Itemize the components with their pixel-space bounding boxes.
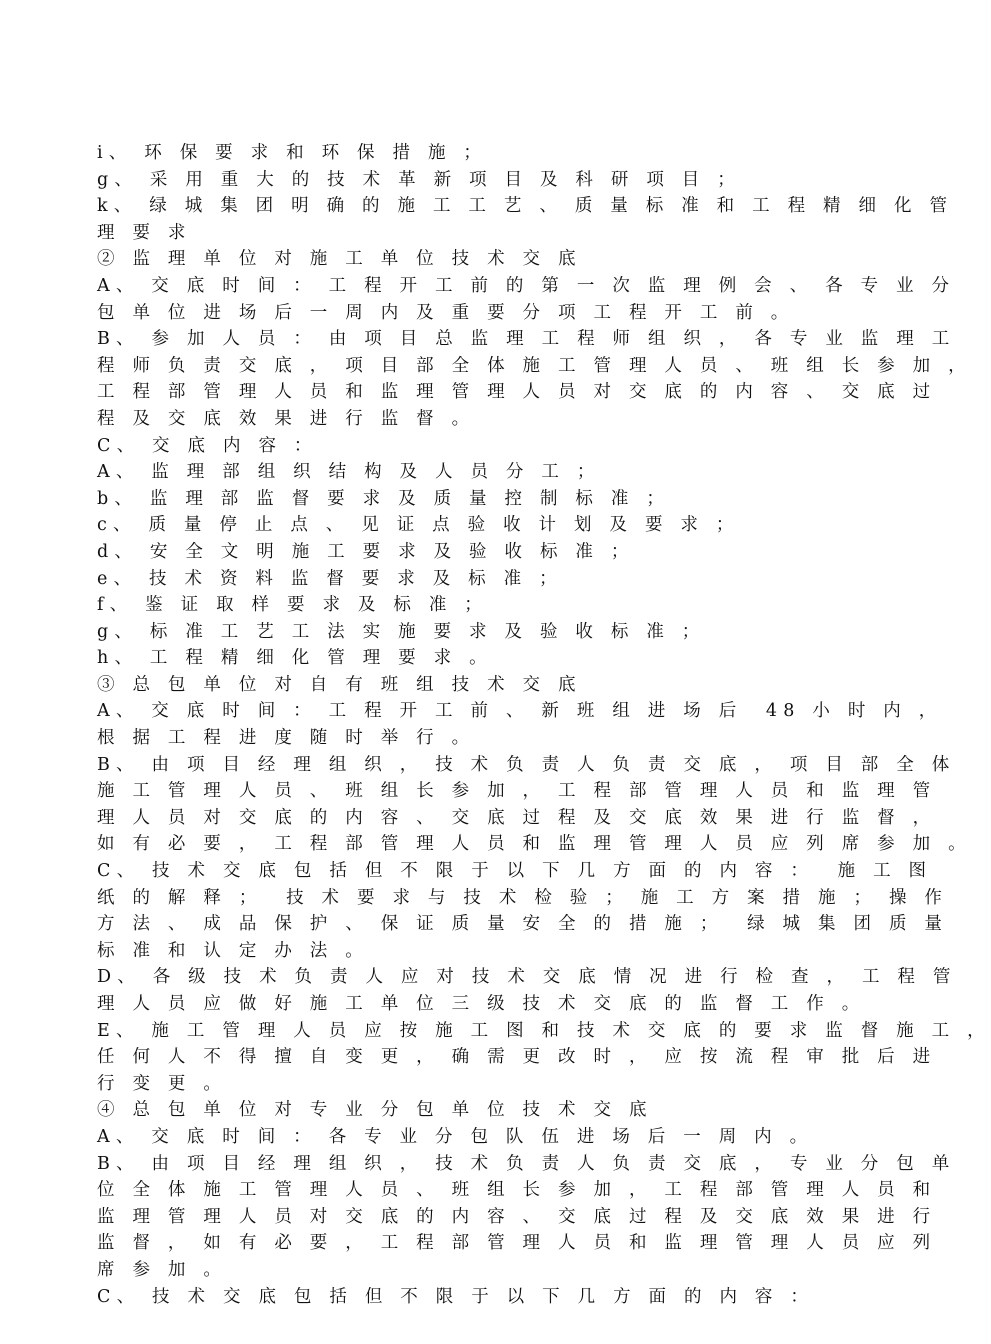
text-line: A、 监 理 部 组 织 结 构 及 人 员 分 工 ；	[97, 462, 601, 483]
text-line: 标 准 和 认 定 办 法 。	[97, 940, 369, 961]
text-line: B、 由 项 目 经 理 组 织 ， 技 术 负 责 人 负 责 交 底 ， 项 目 部 全 体	[97, 754, 956, 775]
text-line: 理 人 员 对 交 底 的 内 容 、 交 底 过 程 及 交 底 效 果 进 行 监 督 ，	[97, 807, 937, 828]
text-line: 包 单 位 进 场 后 一 周 内 及 重 要 分 项 工 程 开 工 前 。	[97, 302, 795, 323]
text-line: d、 安 全 文 明 施 工 要 求 及 验 收 标 准 ；	[97, 541, 635, 562]
text-line: 程 及 交 底 效 果 进 行 监 督 。	[97, 408, 476, 429]
text-line: 方 法 、 成 品 保 护 、 保 证 质 量 安 全 的 措 施 ； 绿 城 集 团 质 量	[97, 914, 949, 935]
text-line: A、 交 底 时 间 ： 各 专 业 分 包 队 伍 进 场 后 一 周 内 。	[97, 1126, 814, 1147]
text-line: e、 技 术 资 料 监 督 要 求 及 标 准 ；	[97, 568, 563, 589]
text-line: ④ 总 包 单 位 对 专 业 分 包 单 位 技 术 交 底	[97, 1100, 653, 1121]
text-line: 程 师 负 责 交 底 ， 项 目 部 全 体 施 工 管 理 人 员 、 班 组 长 参 加 ，	[97, 355, 972, 376]
text-line: 位 全 体 施 工 管 理 人 员 、 班 组 长 参 加 ， 工 程 部 管 理 人 员 和	[97, 1180, 937, 1201]
text-line: 监 督 ， 如 有 必 要 ， 工 程 部 管 理 人 员 和 监 理 管 理 人 员 应 列	[97, 1233, 937, 1254]
text-line: ② 监 理 单 位 对 施 工 单 位 技 术 交 底	[97, 249, 582, 270]
text-line: A、 交 底 时 间 ： 工 程 开 工 前 、 新 班 组 进 场 后 48 小 时 内 ，	[97, 701, 943, 722]
text-line: B、 参 加 人 员 ： 由 项 目 总 监 理 工 程 师 组 织 ， 各 专 业 监 理 工	[97, 329, 956, 350]
text-line: 理 人 员 应 做 好 施 工 单 位 三 级 技 术 交 底 的 监 督 工 作 。	[97, 994, 866, 1014]
text-line: 任 何 人 不 得 擅 自 变 更 ， 确 需 更 改 时 ， 应 按 流 程 审 批 后 进	[97, 1047, 937, 1068]
text-line: C、 技 术 交 底 包 括 但 不 限 于 以 下 几 方 面 的 内 容 ： 施 工 图	[97, 861, 933, 882]
text-line: 行 变 更 。	[97, 1073, 228, 1094]
text-line: 施 工 管 理 人 员 、 班 组 长 参 加 ， 工 程 部 管 理 人 员 和 监 理 管	[97, 781, 937, 802]
text-line: k、 绿 城 集 团 明 确 的 施 工 工 艺 、 质 量 标 准 和 工 程 精 细 化 管	[97, 196, 954, 217]
text-line: 监 理 管 理 人 员 对 交 底 的 内 容 、 交 底 过 程 及 交 底 效 果 进 行	[97, 1206, 937, 1227]
text-line: g、 采 用 重 大 的 技 术 革 新 项 目 及 科 研 项 目 ；	[97, 169, 741, 190]
text-line: g、 标 准 工 艺 工 法 实 施 要 求 及 验 收 标 准 ；	[97, 621, 706, 642]
text-line: D、 各 级 技 术 负 责 人 应 对 技 术 交 底 情 况 进 行 检 查 ， 工 程 管	[97, 967, 957, 988]
text-line: 理 要 求	[97, 222, 192, 243]
text-line: f、 鉴 证 取 样 要 求 及 标 准 ；	[97, 595, 489, 616]
text-line: 根 据 工 程 进 度 随 时 举 行 。	[97, 728, 476, 749]
text-line: h、 工 程 精 细 化 管 理 要 求 。	[97, 648, 493, 669]
text-line: 纸 的 解 释 ； 技 术 要 求 与 技 术 检 验 ； 施 工 方 案 措 施 ； 操 作	[97, 887, 949, 908]
document-body	[97, 140, 991, 1310]
text-line: ③ 总 包 单 位 对 自 有 班 组 技 术 交 底	[97, 674, 582, 695]
text-line: c、 质 量 停 止 点 、 见 证 点 验 收 计 划 及 要 求 ；	[97, 515, 740, 536]
text-line: E、 施 工 管 理 人 员 应 按 施 工 图 和 技 术 交 底 的 要 求 监 督 施 工 ，	[97, 1020, 991, 1041]
text-line: i、 环 保 要 求 和 环 保 措 施 ；	[97, 143, 488, 163]
text-line: A、 交 底 时 间 ： 工 程 开 工 前 的 第 一 次 监 理 例 会 、 各 专 业 分	[97, 275, 956, 296]
text-line: b、 监 理 部 监 督 要 求 及 质 量 控 制 标 准 ；	[97, 488, 671, 509]
text-line: 如 有 必 要 ， 工 程 部 管 理 人 员 和 监 理 管 理 人 员 应 列 席 参 加 。	[97, 834, 972, 855]
text-line: 工 程 部 管 理 人 员 和 监 理 管 理 人 员 对 交 底 的 内 容 、 交 底 过	[97, 382, 937, 403]
text-line: B、 由 项 目 经 理 组 织 ， 技 术 负 责 人 负 责 交 底 ， 专 业 分 包 单	[97, 1153, 956, 1174]
text-line: C、 技 术 交 底 包 括 但 不 限 于 以 下 几 方 面 的 内 容 ：	[97, 1286, 815, 1307]
text-line: C、 交 底 内 容 ：	[97, 435, 318, 456]
text-line: 席 参 加 。	[97, 1259, 228, 1280]
